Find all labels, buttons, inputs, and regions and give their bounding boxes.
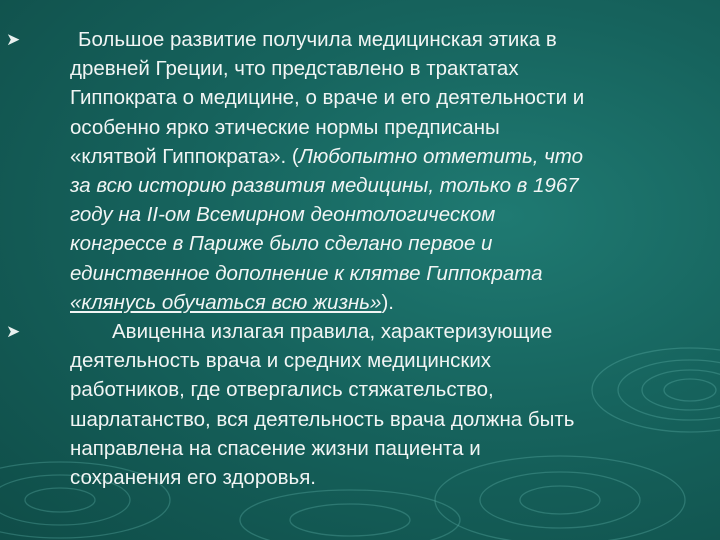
italic-text-line: единственное дополнение к клятве Гиппократа — [70, 261, 543, 285]
text-line: особенно ярко этические нормы предписаны — [70, 115, 500, 139]
arrowhead-bullet-icon: ➤ — [6, 322, 21, 341]
text-line: Авиценна излагая правила, характеризующие — [112, 320, 553, 343]
arrowhead-bullet-icon: ➤ — [6, 30, 21, 49]
oath-text: «клятвой Гиппократа». ( — [70, 144, 299, 168]
text-line-mixed — [70, 142, 690, 171]
text-line: древней Греции, что представлено в трактатах — [70, 57, 519, 81]
bullet-text — [70, 25, 690, 317]
text-line: Большое развитие получила медицинская этика в — [78, 28, 557, 51]
italic-note-start: Любопытно отметить, что — [298, 144, 584, 168]
text-line: работников, где отвергались стяжательство, — [70, 378, 494, 402]
text-line: сохранения его здоровья. — [70, 466, 316, 490]
oath-quote: «клянусь обучаться всю жизнь» — [70, 290, 382, 314]
text-line: направлена на спасение жизни пациента и — [70, 436, 481, 460]
italic-text-line: конгрессе в Париже было сделано первое и — [70, 232, 493, 256]
italic-text-line: году на II-ом Всемирном деонтологическом — [70, 203, 496, 227]
text-line-mixed — [70, 288, 690, 317]
italic-text-line: за всю историю развития медицины, только в 1967 — [70, 174, 579, 198]
text-line: деятельность врача и средних медицинских — [70, 349, 492, 373]
closing-paren: ). — [381, 290, 394, 314]
text-line: Гиппократа о медицине, о враче и его деятельности и — [70, 86, 585, 110]
text-line: шарлатанство, вся деятельность врача должна быть — [70, 407, 575, 431]
bullet-hippocrates — [0, 25, 720, 317]
bullet-avicenna — [0, 317, 720, 492]
bullet-text — [70, 317, 690, 492]
